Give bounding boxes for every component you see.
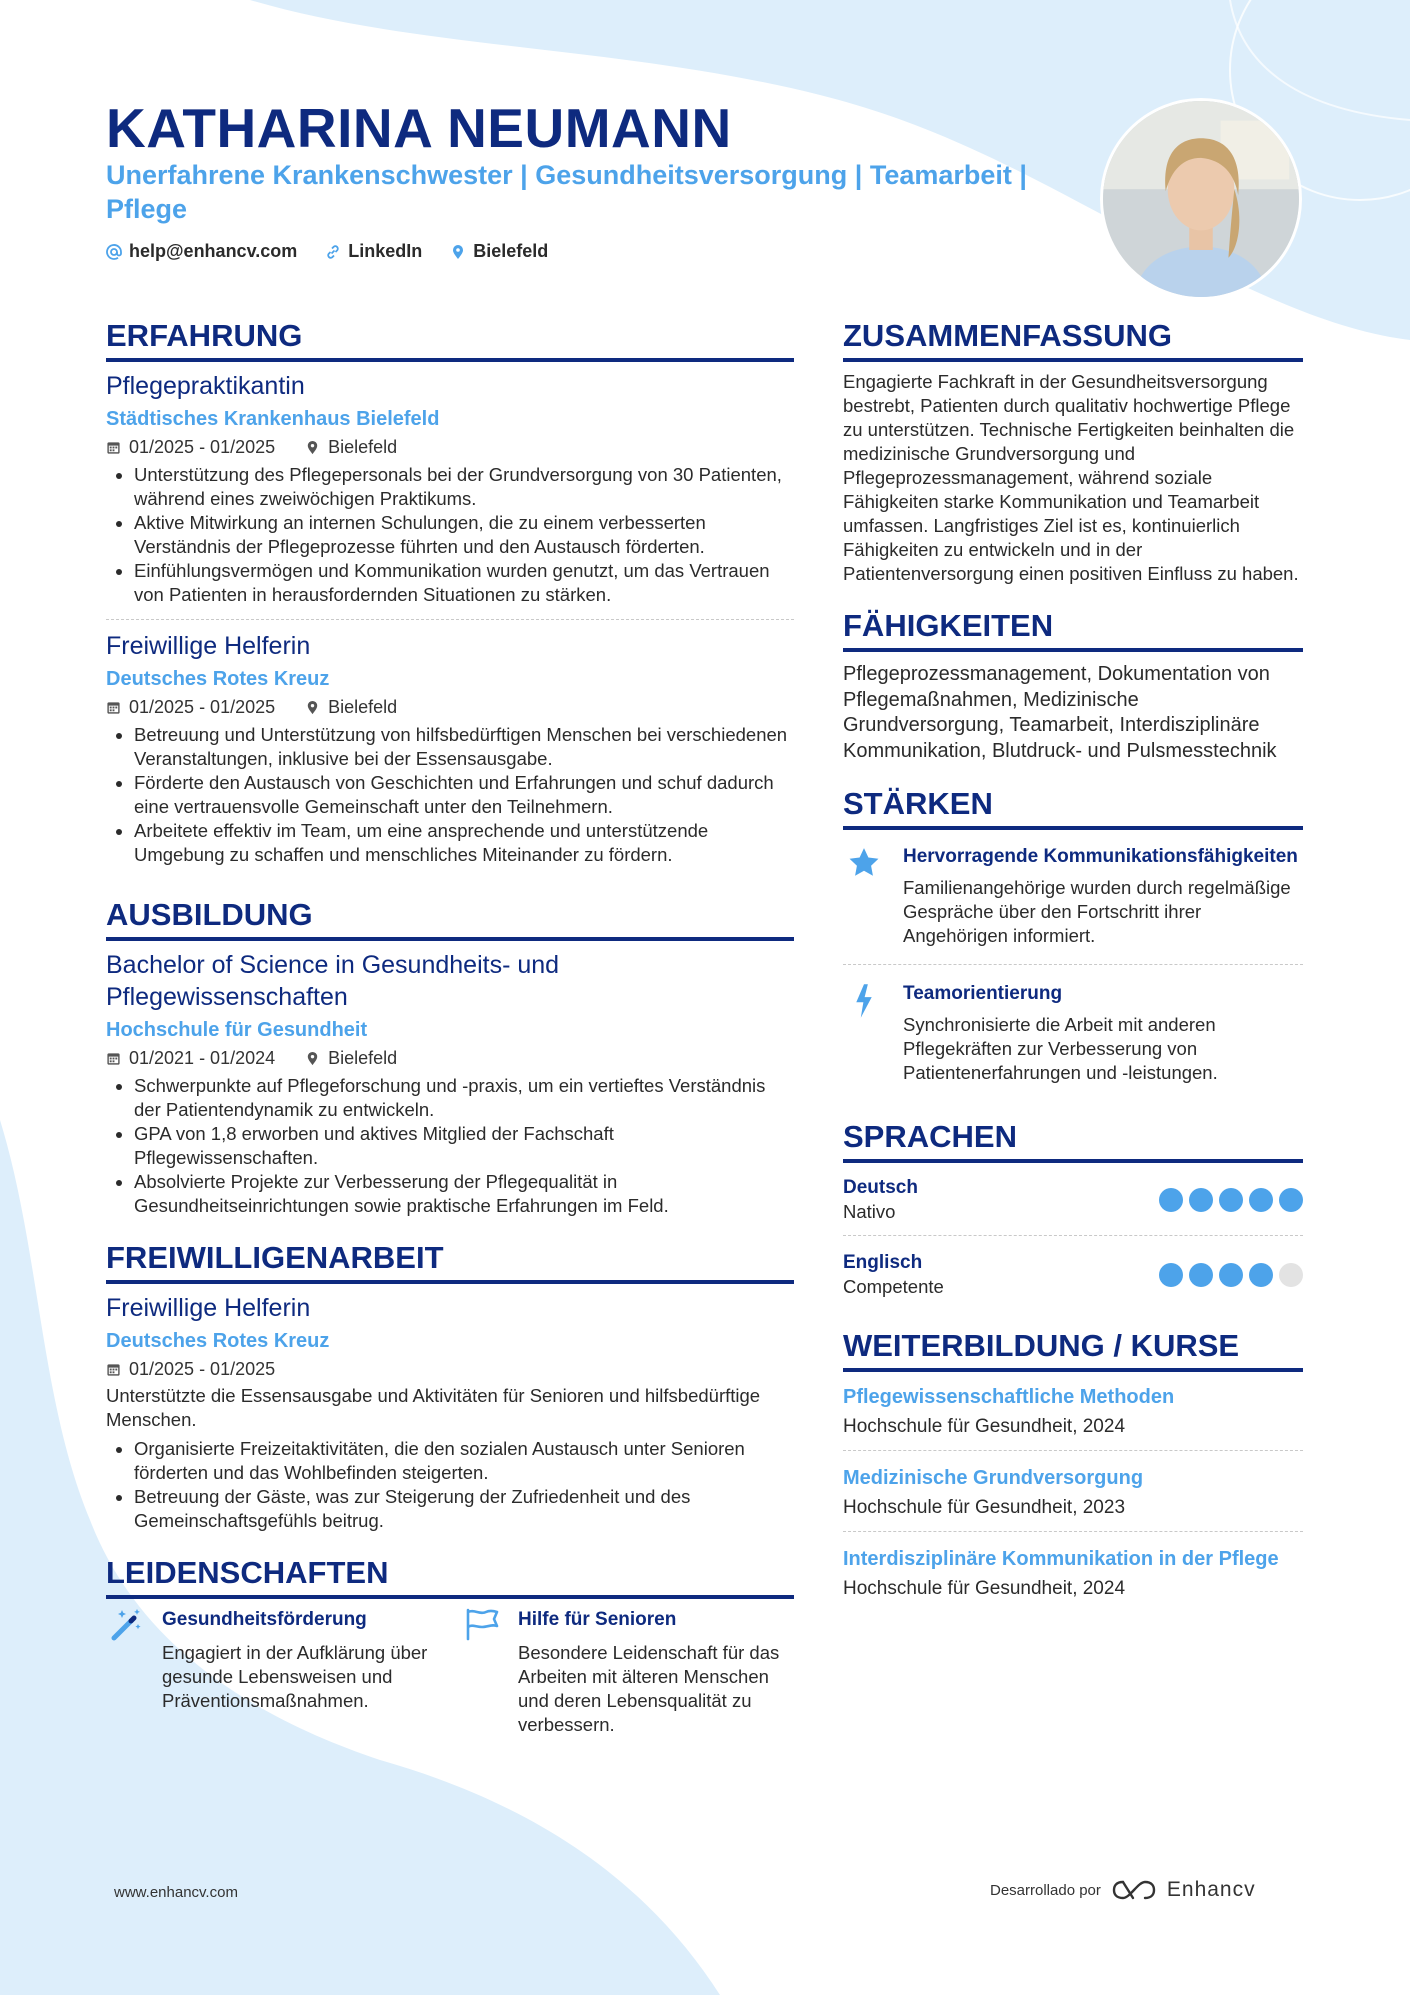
skills-title: FÄHIGKEITEN bbox=[843, 608, 1303, 652]
experience-section bbox=[106, 318, 794, 875]
magic-wand-icon bbox=[109, 1607, 143, 1641]
rating-dot-empty bbox=[1279, 1263, 1303, 1287]
volunteer-description: Unterstützte die Essensausgabe und Aktivitäten für Senioren und hilfsbedürftige Menschen. bbox=[106, 1385, 761, 1430]
education-title: AUSBILDUNG bbox=[106, 897, 794, 941]
rating-dot-filled bbox=[1249, 1188, 1273, 1212]
strength-item bbox=[843, 838, 1303, 960]
language-rating bbox=[1159, 1188, 1303, 1212]
degree-title: Bachelor of Science in Gesundheits- und Pflegewissenschaften bbox=[106, 951, 560, 1011]
volunteer-dates: 01/2025 - 01/2025 bbox=[129, 1359, 276, 1379]
job-company[interactable]: Städtisches Krankenhaus Bielefeld bbox=[106, 408, 440, 430]
candidate-name: KATHARINA NEUMANN bbox=[106, 97, 732, 159]
at-icon bbox=[106, 244, 122, 260]
contact-bar bbox=[106, 241, 548, 262]
strengths-title: STÄRKEN bbox=[843, 786, 1303, 830]
divider bbox=[843, 1531, 1303, 1532]
rating-dot-filled bbox=[1219, 1188, 1243, 1212]
volunteer-section bbox=[106, 1240, 794, 1533]
language-level: Nativo bbox=[843, 1201, 896, 1222]
bullet: • Förderte den Austausch von Geschichten und Erfahrungen und schuf dadurch eine vertrauensvolle Gemeinschaft unter den Teilnehmern. bbox=[134, 771, 794, 819]
job-meta bbox=[106, 437, 794, 458]
language-level: Competente bbox=[843, 1276, 944, 1297]
languages-section bbox=[843, 1119, 1303, 1306]
job-location: Bielefeld bbox=[328, 437, 398, 457]
strength-item bbox=[843, 975, 1303, 1097]
course-title[interactable]: Medizinische Grundversorgung bbox=[843, 1467, 1144, 1489]
language-name: Deutsch bbox=[843, 1177, 918, 1198]
right-column bbox=[843, 318, 1303, 1630]
location-pin-icon bbox=[305, 1051, 320, 1066]
education-section bbox=[106, 897, 794, 1218]
passions-section bbox=[106, 1555, 794, 1737]
education-meta bbox=[106, 1048, 794, 1069]
language-rating bbox=[1159, 1263, 1303, 1287]
passion-title: Hilfe für Senioren bbox=[518, 1609, 677, 1630]
avatar bbox=[1100, 98, 1302, 300]
rating-dot-filled bbox=[1189, 1263, 1213, 1287]
bullet: • Unterstützung des Pflegepersonals bei der Grundversorgung von 30 Patienten, während eines zweiwöchigen Praktikums. bbox=[134, 463, 794, 511]
footer-branding bbox=[990, 1878, 1256, 1902]
rating-dot-filled bbox=[1249, 1263, 1273, 1287]
strength-desc: Familienangehörige wurden durch regelmäßige Gespräche über den Fortschritt ihrer Angehörigen informiert. bbox=[903, 877, 1291, 946]
brand-name: Enhancv bbox=[1166, 1878, 1256, 1901]
left-column bbox=[106, 318, 794, 1759]
location-pin-icon bbox=[305, 700, 320, 715]
email-text: help@enhancv.com bbox=[129, 241, 298, 261]
location-pin-icon bbox=[305, 440, 320, 455]
course-org: Hochschule für Gesundheit, 2024 bbox=[843, 1416, 1126, 1437]
contact-email[interactable] bbox=[106, 241, 297, 262]
passion-desc: Engagiert in der Aufklärung über gesunde Lebensweisen und Präventionsmaßnahmen. bbox=[162, 1642, 428, 1711]
course-item bbox=[843, 1542, 1303, 1608]
rating-dot-filled bbox=[1219, 1263, 1243, 1287]
bullet: • Betreuung der Gäste, was zur Steigerung der Zufriedenheit und des Gemeinschaftsgefühls beitrug. bbox=[134, 1485, 794, 1533]
school-name[interactable]: Hochschule für Gesundheit bbox=[106, 1019, 368, 1041]
education-location: Bielefeld bbox=[328, 1048, 398, 1068]
experience-entry bbox=[106, 370, 794, 615]
calendar-icon bbox=[106, 440, 121, 455]
contact-location bbox=[450, 241, 548, 262]
lightning-icon bbox=[851, 983, 877, 1019]
courses-title: WEITERBILDUNG / KURSE bbox=[843, 1328, 1303, 1372]
job-role: Freiwillige Helferin bbox=[106, 632, 311, 660]
language-name: Englisch bbox=[843, 1252, 923, 1273]
passions-title: LEIDENSCHAFTEN bbox=[106, 1555, 794, 1599]
calendar-icon bbox=[106, 700, 121, 715]
volunteer-bullets bbox=[106, 1437, 794, 1533]
bullet: • Arbeitete effektiv im Team, um eine ansprechende und unterstützende Umgebung zu schaffen und menschliches Miteinander zu fördern. bbox=[134, 819, 794, 867]
star-icon bbox=[847, 846, 881, 880]
courses-section bbox=[843, 1328, 1303, 1608]
divider bbox=[843, 1235, 1303, 1236]
bullet: • Betreuung und Unterstützung von hilfsbedürftigen Menschen bei verschiedenen Veranstaltungen, inklusive bei der Essensausgabe. bbox=[134, 723, 794, 771]
job-company[interactable]: Deutsches Rotes Kreuz bbox=[106, 668, 330, 690]
course-item bbox=[843, 1461, 1303, 1527]
strength-title: Teamorientierung bbox=[903, 983, 1063, 1004]
experience-title: ERFAHRUNG bbox=[106, 318, 794, 362]
course-org: Hochschule für Gesundheit, 2024 bbox=[843, 1578, 1126, 1599]
rating-dot-filled bbox=[1159, 1188, 1183, 1212]
language-item bbox=[843, 1171, 1303, 1231]
strength-desc: Synchronisierte die Arbeit mit anderen Pflegekräften zur Verbesserung von Patientenerfahrungen und -leistungen. bbox=[903, 1014, 1218, 1083]
rating-dot-filled bbox=[1279, 1188, 1303, 1212]
passion-title: Gesundheitsförderung bbox=[162, 1609, 367, 1630]
bullet: • Organisierte Freizeitaktivitäten, die den sozialen Austausch unter Senioren förderten und das Wohlbefinden steigerten. bbox=[134, 1437, 794, 1485]
course-title[interactable]: Pflegewissenschaftliche Methoden bbox=[843, 1386, 1175, 1408]
summary-text: Engagierte Fachkraft in der Gesundheitsversorgung bestrebt, Patienten durch qualitativ hochwertige Pflege zu unterstützen. Technische Fertigkeiten beinhalten die medizinische Grundversorgung und Pflegeprozessmanagement, während soziale Fähigkeiten starke Kommunikation und Teamarbeit umfassen. Langfristiges Ziel ist es, kontinuierlich Fähigkeiten zu entwickeln und in der Patientenversorgung einen positiven Einfluss zu haben. bbox=[843, 371, 1299, 584]
job-meta bbox=[106, 697, 794, 718]
course-org: Hochschule für Gesundheit, 2023 bbox=[843, 1497, 1126, 1518]
job-role: Pflegepraktikantin bbox=[106, 372, 305, 400]
enhancv-logo-icon bbox=[1111, 1878, 1157, 1902]
divider bbox=[843, 964, 1303, 965]
rating-dot-filled bbox=[1159, 1263, 1183, 1287]
passion-item bbox=[106, 1607, 438, 1737]
passion-item bbox=[462, 1607, 794, 1737]
summary-title: ZUSAMMENFASSUNG bbox=[843, 318, 1303, 362]
strength-title: Hervorragende Kommunikationsfähigkeiten bbox=[903, 846, 1298, 867]
summary-section bbox=[843, 318, 1303, 586]
linkedin-text: LinkedIn bbox=[348, 241, 423, 261]
bullet: • Aktive Mitwirkung an internen Schulungen, die zu einem verbesserten Verständnis der Pflegeprozesse führten und den Austausch förderten. bbox=[134, 511, 794, 559]
powered-by-text: Desarrollado por bbox=[990, 1881, 1101, 1899]
job-bullets bbox=[106, 463, 794, 607]
volunteer-org[interactable]: Deutsches Rotes Kreuz bbox=[106, 1330, 330, 1352]
job-dates: 01/2025 - 01/2025 bbox=[129, 697, 276, 717]
strengths-section bbox=[843, 786, 1303, 1097]
footer-website[interactable]: www.enhancv.com bbox=[114, 1884, 238, 1901]
language-item bbox=[843, 1246, 1303, 1306]
rating-dot-filled bbox=[1189, 1188, 1213, 1212]
volunteer-title: FREIWILLIGENARBEIT bbox=[106, 1240, 794, 1284]
bullet: • Absolvierte Projekte zur Verbesserung der Pflegequalität in Gesundheitseinrichtungen sowie praktische Erfahrungen im Feld. bbox=[134, 1170, 794, 1218]
education-dates: 01/2021 - 01/2024 bbox=[129, 1048, 276, 1068]
link-icon bbox=[325, 244, 341, 260]
calendar-icon bbox=[106, 1362, 121, 1377]
course-item bbox=[843, 1380, 1303, 1446]
languages-title: SPRACHEN bbox=[843, 1119, 1303, 1163]
passions-list bbox=[106, 1607, 794, 1737]
location-text: Bielefeld bbox=[473, 241, 549, 261]
job-bullets bbox=[106, 723, 794, 867]
calendar-icon bbox=[106, 1051, 121, 1066]
bullet: • GPA von 1,8 erworben und aktives Mitglied der Fachschaft Pflegewissenschaften. bbox=[134, 1122, 794, 1170]
education-bullets bbox=[106, 1074, 794, 1218]
bullet: • Schwerpunkte auf Pflegeforschung und -praxis, um ein vertieftes Verständnis der Patientendynamik zu entwickeln. bbox=[134, 1074, 794, 1122]
divider bbox=[843, 1450, 1303, 1451]
candidate-subtitle: Unerfahrene Krankenschwester | Gesundheitsversorgung | Teamarbeit | Pflege bbox=[106, 160, 1027, 224]
flag-icon bbox=[464, 1607, 500, 1641]
bullet: • Einfühlungsvermögen und Kommunikation wurden genutzt, um das Vertrauen von Patienten in herausfordernden Situationen zu stärken. bbox=[134, 559, 794, 607]
experience-entry bbox=[106, 630, 794, 875]
volunteer-role: Freiwillige Helferin bbox=[106, 1294, 311, 1322]
divider bbox=[106, 619, 794, 620]
skills-section bbox=[843, 608, 1303, 764]
job-location: Bielefeld bbox=[328, 697, 398, 717]
passion-desc: Besondere Leidenschaft für das Arbeiten mit älteren Menschen und deren Lebensqualität zu verbessern. bbox=[518, 1642, 780, 1735]
skills-text: Pflegeprozessmanagement, Dokumentation von Pflegemaßnahmen, Medizinische Grundversorgung, Teamarbeit, Interdisziplinäre Kommunikation, Blutdruck- und Pulsmesstechnik bbox=[843, 663, 1277, 762]
contact-linkedin[interactable] bbox=[325, 241, 422, 262]
job-dates: 01/2025 - 01/2025 bbox=[129, 437, 276, 457]
course-title[interactable]: Interdisziplinäre Kommunikation in der Pflege bbox=[843, 1548, 1279, 1570]
volunteer-meta bbox=[106, 1359, 794, 1380]
location-pin-icon bbox=[450, 244, 466, 260]
